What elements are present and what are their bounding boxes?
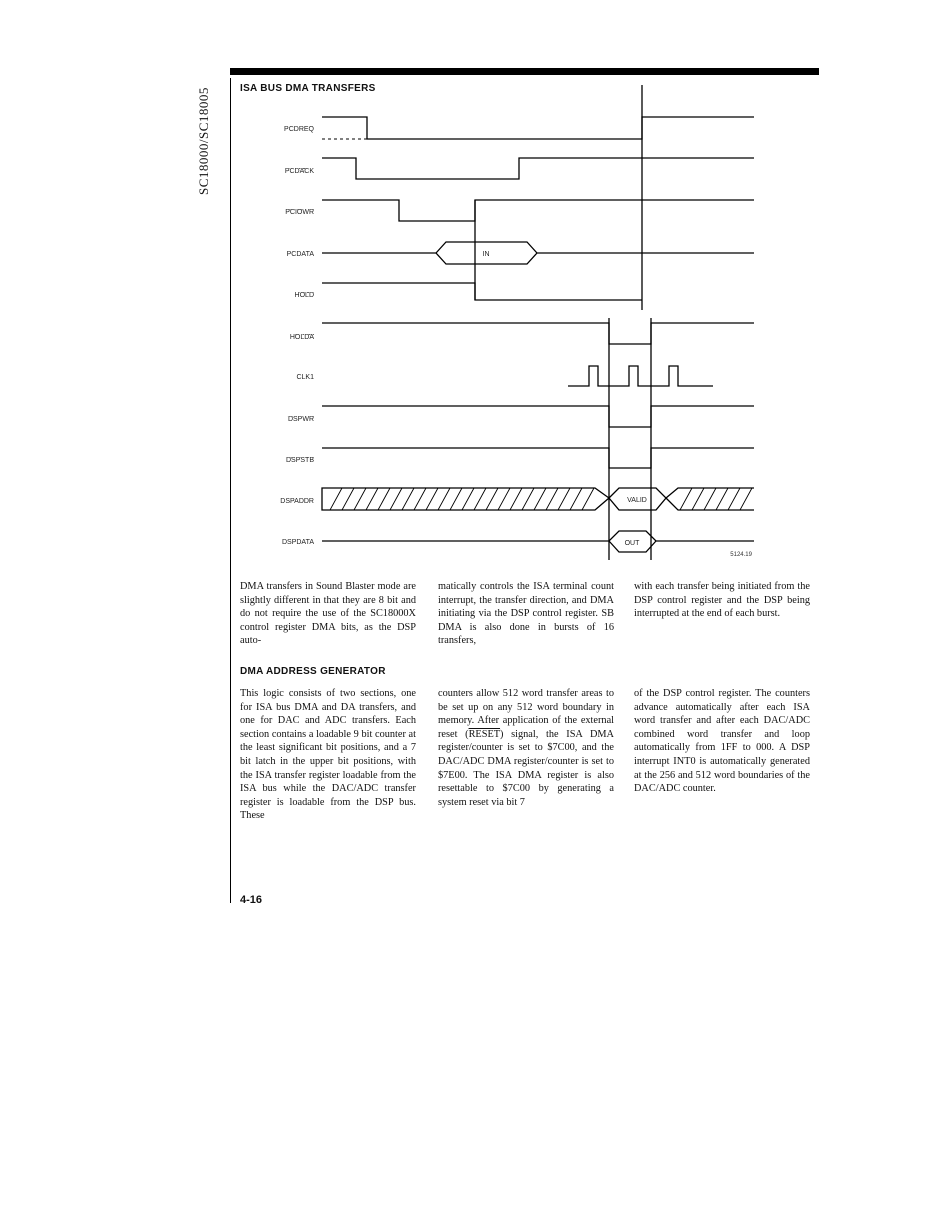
side-title: SC18000/SC18005 [196,87,211,195]
dspwr-wave [322,406,754,427]
reset-signal: RESET [468,728,501,740]
label-pcdack: PCDACK [284,168,314,175]
bus-label-in: IN [482,251,490,258]
para2-col2-b: ) signal, the ISA DMA register/counter is set to $7C00, and the DAC/ADC DMA register/counter is set to $7E00. The ISA DMA register is also resettable to $7C00 by generating a system reset via bit 7 [438,728,614,808]
section-title-dma-address: DMA ADDRESS GENERATOR [240,666,386,677]
holda-wave [322,323,754,344]
para2-col3: of the DSP control register. The counters advance automatically after each ISA word transfer and after each DAC/ADC combined word transfer and loop automatically from 1FF to 000. A DSP interrupt INT0 is automatically generated at the 256 and 512 word boundaries of the DAC/ADC counter. [634,688,810,795]
bus-label-valid: VALID [627,497,647,504]
dspaddr-wave [322,488,609,510]
para1-col2: matically controls the ISA terminal count interrupt, the transfer direction, and DMA initiating via the DSP control register. SB DMA is also done in bursts of 16 transfers, [438,581,614,647]
label-hold: HOLD [294,292,314,299]
label-dspstb: DSPSTB [285,457,314,464]
label-dspwr: DSPWR [287,416,314,423]
label-clk1: CLK1 [296,374,314,381]
page-number: 4-16 [240,894,263,906]
section-title-isa-dma: ISA BUS DMA TRANSFERS [240,83,376,94]
pcdata-wave [322,242,754,253]
pciowr-wave [322,200,754,221]
pcdack-wave [322,158,754,179]
para1-col3: with each transfer being initiated from the DSP control register and the DSP being interrupted at the end of each burst. [634,581,810,620]
label-holda: HOLDA [289,334,314,341]
para2-col1: This logic consists of two sections, one for ISA bus DMA and DA transfers, and one for DAC and ADC transfers. Each section contains a loadable 9 bit counter at the least significant bit positions, and a 7 bit latch in the upper bit positions, with the ISA transfer register loadable from the ISA bus while the DAC/ADC transfer register is loadable from the DSP bus. These [240,688,416,822]
timing-diagram [0,0,943,570]
figure-id: 5124.19 [730,552,752,558]
dspstb-wave [322,448,754,468]
para1-col1: DMA transfers in Sound Blaster mode are slightly different in that they are 8 bit and do not require the use of the SC18000X control register DMA bits, as the DSP auto- [240,581,416,647]
hold-wave [322,283,642,300]
label-pcdreq: PCDREQ [284,126,314,133]
para2-col2-a: counters allow 512 word transfer areas to be set up on any 512 word boundary in memory. After application of the external reset ( [438,688,614,740]
label-pcdata: PCDATA [286,251,314,258]
para2-col2 [438,687,614,809]
label-dspaddr: DSPADDR [280,498,314,505]
dspdata-wave [322,531,754,541]
pcdreq-wave [322,117,754,139]
bus-label-out: OUT [624,540,640,547]
label-dspdata: DSPDATA [281,539,314,546]
clk1-wave [568,366,713,386]
label-pciowr: PCIOWR [285,209,314,216]
